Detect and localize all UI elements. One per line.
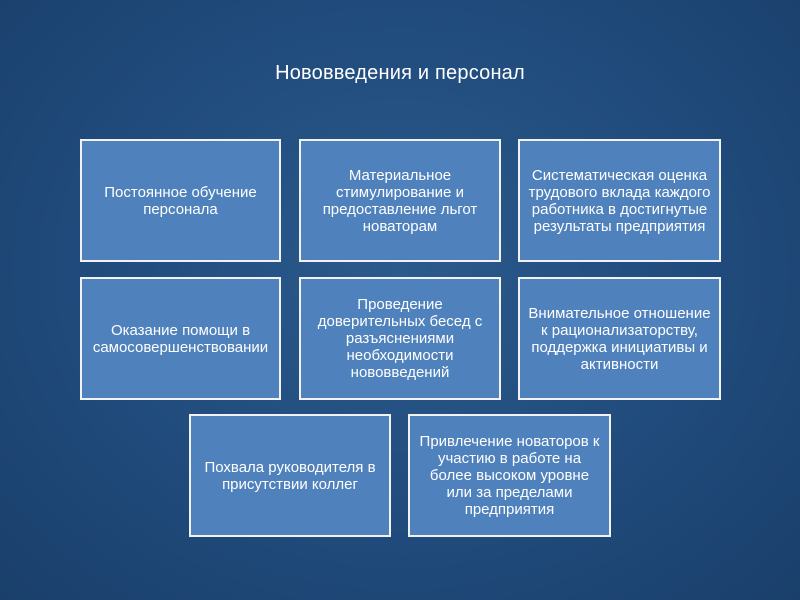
box-text: Внимательное отношение к рационализаторству, поддержка инициативы и активности	[528, 304, 711, 373]
box-continuous-training	[80, 139, 281, 262]
box-text: Оказание помощи в самосовершенствовании	[92, 321, 269, 356]
slide-title: Нововведения и персонал	[275, 62, 525, 84]
box-trust-conversations	[299, 277, 501, 400]
box-manager-praise	[189, 414, 391, 537]
box-text: Похвала руководителя в присутствии коллег	[204, 458, 376, 493]
box-innovator-involvement	[408, 414, 611, 537]
box-text: Привлечение новаторов к участию в работе на более высоком уровне или за пределами предприятия	[419, 433, 600, 518]
box-systematic-evaluation	[518, 139, 721, 262]
box-text: Систематическая оценка трудового вклада каждого работника в достигнутые результаты предприятия	[528, 166, 711, 235]
box-text: Материальное стимулирование и предоставление льгот новаторам	[322, 166, 478, 235]
box-text: Проведение доверительных бесед с разъяснениями необходимости нововведений	[317, 296, 483, 381]
box-text: Постоянное обучение персонала	[104, 183, 257, 218]
box-self-improvement-help	[80, 277, 281, 400]
box-material-incentives	[299, 139, 501, 262]
box-rationalization-support	[518, 277, 721, 400]
